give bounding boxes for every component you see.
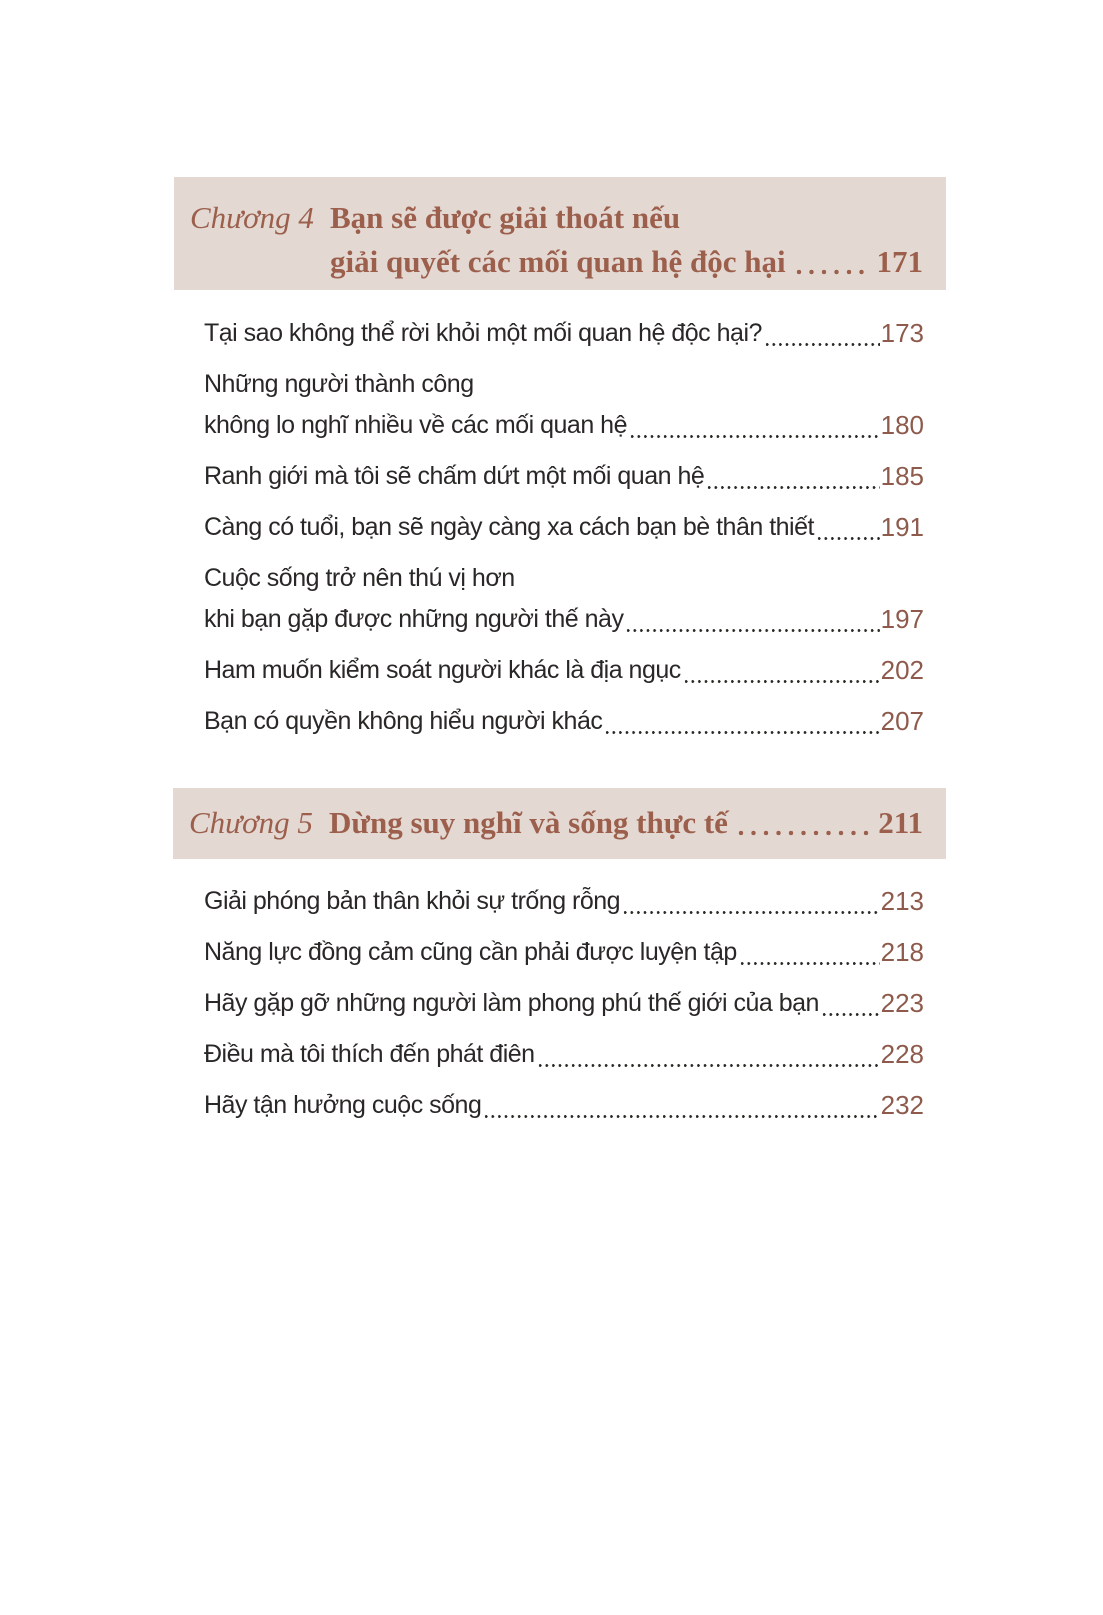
toc-entry-line xyxy=(204,599,924,640)
toc-entry xyxy=(204,932,924,973)
toc-page-number: 185 xyxy=(880,461,924,491)
dotted-leader xyxy=(796,269,868,275)
toc-entry-line xyxy=(204,881,924,922)
toc-entry xyxy=(204,456,924,497)
toc-entry-text: Ham muốn kiểm soát người khác là địa ngục xyxy=(204,656,681,684)
dotted-leader xyxy=(623,910,880,915)
chapter-page-number: 171 xyxy=(876,244,923,279)
toc-entry-line xyxy=(204,932,924,973)
toc-page-number: 197 xyxy=(880,604,924,634)
toc-entry-text: Năng lực đồng cảm cũng cần phải được luyện tập xyxy=(204,938,737,966)
toc-entry xyxy=(204,650,924,691)
chapter-page-number: 211 xyxy=(878,805,923,840)
toc-entry xyxy=(204,983,924,1024)
chapter-title xyxy=(330,196,923,284)
chapter-title xyxy=(329,801,923,845)
toc-entry-line xyxy=(204,456,924,497)
toc-page-number: 223 xyxy=(880,988,924,1018)
chapter-label: Chương 4 xyxy=(190,200,314,235)
dotted-leader xyxy=(738,830,869,836)
dotted-leader xyxy=(605,730,879,735)
toc-entry xyxy=(204,507,924,548)
toc-entry-text: Cuộc sống trở nên thú vị hơn xyxy=(204,564,515,592)
toc-entry xyxy=(204,701,924,742)
toc-entry-line xyxy=(204,650,924,691)
toc-entry-text: Giải phóng bản thân khỏi sự trống rỗng xyxy=(204,887,621,915)
toc-page-number: 213 xyxy=(880,886,924,916)
toc-page-number: 228 xyxy=(880,1039,924,1069)
toc-page-number: 207 xyxy=(880,706,924,736)
toc-entry-text: Tại sao không thể rời khỏi một mối quan hệ độc hại? xyxy=(204,319,762,347)
toc-entry-text: Hãy gặp gỡ những người làm phong phú thế giới của bạn xyxy=(204,989,819,1017)
toc-entry-text: Bạn có quyền không hiểu người khác xyxy=(204,707,603,735)
toc-entry xyxy=(204,558,924,640)
dotted-leader xyxy=(822,1012,880,1017)
chapter-title-line xyxy=(330,240,923,284)
toc-entry-text: Điều mà tôi thích đến phát điên xyxy=(204,1040,535,1068)
chapter-label: Chương 5 xyxy=(189,805,313,840)
toc-entry xyxy=(204,364,924,446)
toc-page-number: 191 xyxy=(880,512,924,542)
chapter-title-line xyxy=(330,196,923,240)
chapter-4-entry-list xyxy=(204,313,924,752)
toc-page-number: 202 xyxy=(880,655,924,685)
toc-entry-text: không lo nghĩ nhiều về các mối quan hệ xyxy=(204,411,627,439)
toc-entry xyxy=(204,1085,924,1126)
dotted-leader xyxy=(626,628,879,633)
dotted-leader xyxy=(630,434,880,439)
toc-entry-line xyxy=(204,364,924,405)
toc-entry-text: Ranh giới mà tôi sẽ chấm dứt một mối quan hệ xyxy=(204,462,705,490)
chapter-5-entry-list xyxy=(204,881,924,1136)
toc-page-number: 232 xyxy=(880,1090,924,1120)
dotted-leader xyxy=(684,679,880,684)
toc-entry-line xyxy=(204,701,924,742)
toc-page-number: 218 xyxy=(880,937,924,967)
toc-entry-line xyxy=(204,313,924,354)
chapter-4-header-block xyxy=(174,177,946,290)
dotted-leader xyxy=(765,342,880,347)
toc-entry xyxy=(204,313,924,354)
toc-page-number: 180 xyxy=(880,410,924,440)
chapter-5-header-block xyxy=(173,788,946,859)
dotted-leader xyxy=(707,485,879,490)
dotted-leader xyxy=(817,536,880,541)
toc-entry-line xyxy=(204,1085,924,1126)
chapter-title-text: giải quyết các mối quan hệ độc hại xyxy=(330,244,786,279)
toc-page-number: 173 xyxy=(880,318,924,348)
toc-entry xyxy=(204,1034,924,1075)
dotted-leader xyxy=(740,961,880,966)
toc-entry-line xyxy=(204,1034,924,1075)
toc-entry-line xyxy=(204,405,924,446)
chapter-title-text: Dừng suy nghĩ và sống thực tế xyxy=(329,805,728,840)
toc-entry-text: Những người thành công xyxy=(204,370,474,398)
chapter-title-text: Bạn sẽ được giải thoát nếu xyxy=(330,200,681,235)
toc-entry-line xyxy=(204,507,924,548)
toc-entry-text: Càng có tuổi, bạn sẽ ngày càng xa cách bạn bè thân thiết xyxy=(204,513,814,541)
dotted-leader xyxy=(538,1063,880,1068)
toc-entry-line xyxy=(204,558,924,599)
toc-entry-line xyxy=(204,983,924,1024)
dotted-leader xyxy=(484,1114,879,1119)
chapter-title-line xyxy=(329,801,923,845)
toc-entry-text: khi bạn gặp được những người thế này xyxy=(204,605,624,633)
toc-entry xyxy=(204,881,924,922)
toc-entry-text: Hãy tận hưởng cuộc sống xyxy=(204,1091,482,1119)
